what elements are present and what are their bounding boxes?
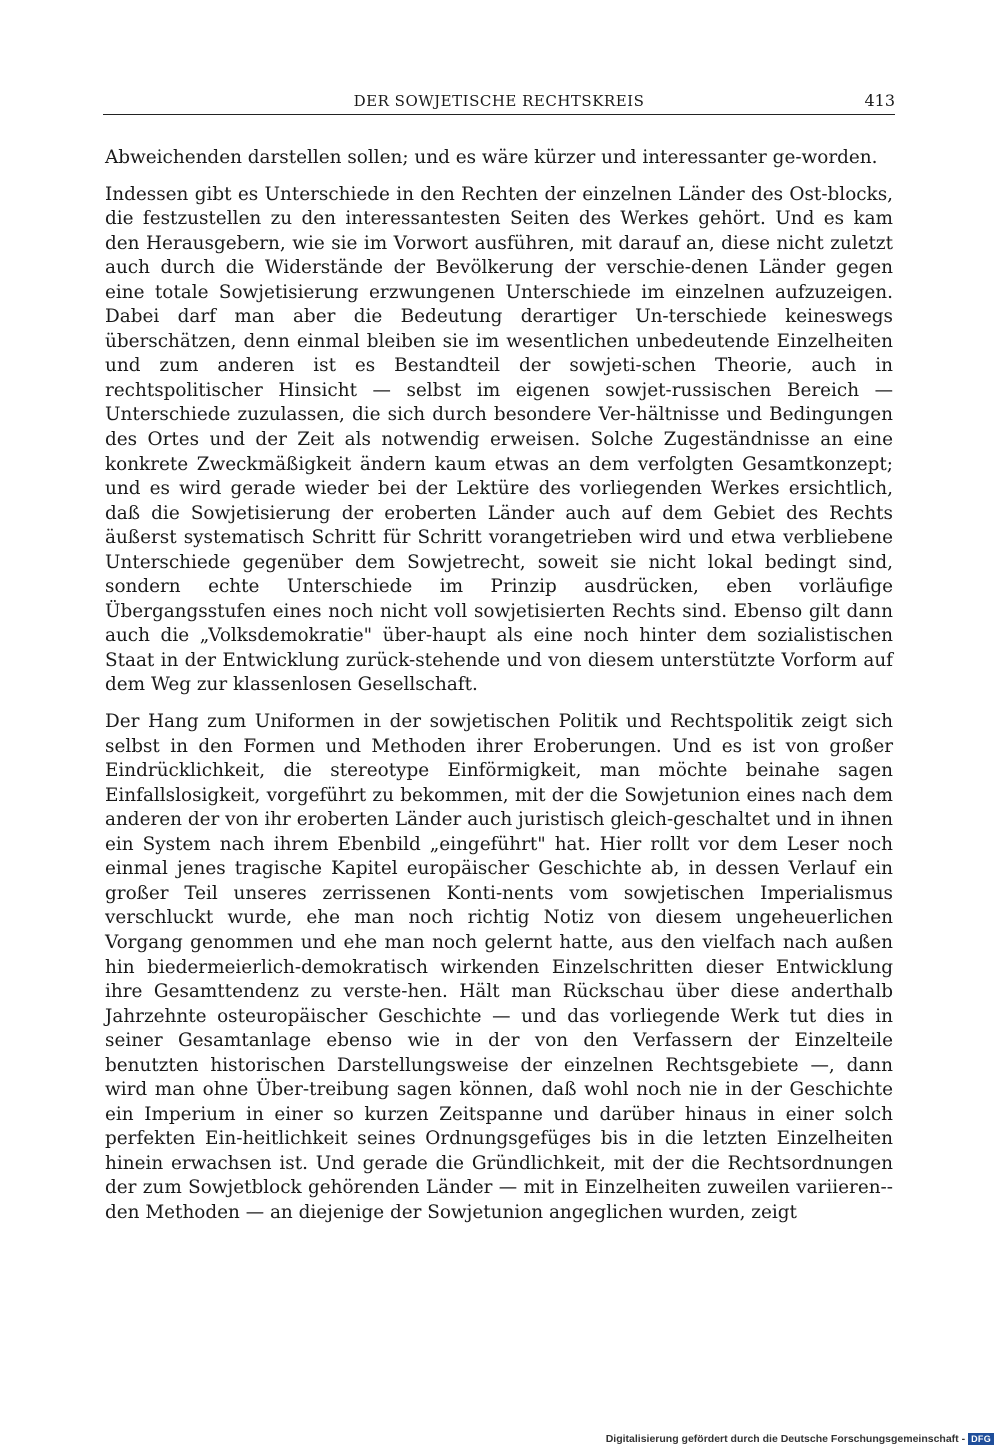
paragraph: Indessen gibt es Unterschiede in den Rechten der einzelnen Länder des Ost-blocks, die festzustellen zu den interessantesten Seiten des Werkes gehört. Und es kam den Herausgebern, wie sie im Vorwort ausführen, mit darauf an, diese nicht zuletzt auch durch die Widerstände der Bevölkerung der verschie-denen Länder gegen eine totale Sowjetisierung erzwungenen Unterschiede im einzelnen aufzuzeigen. Dabei darf man aber die Bedeutung derartiger Un-terschiede keineswegs überschätzen, denn einmal bleiben sie im wesentlichen unbedeutende Einzelheiten und zum anderen ist es Bestandteil der sowjeti-schen Theorie, auch in rechtspolitischer Hinsicht — selbst im eigenen sowjet-russischen Bereich — Unterschiede zuzulassen, die sich durch besondere Ver-hältnisse und Bedingungen des Ortes und der Zeit als notwendig erweisen. Solche Zugeständnisse an eine konkrete Zweckmäßigkeit ändern kaum etwas an dem verfolgten Gesamtkonzept; und es wird gerade wieder bei der Lektüre des vorliegenden Werkes ersichtlich, daß die Sowjetisierung der eroberten Länder auch auf dem Gebiet des Rechts äußerst systematisch Schritt für Schritt vorangetrieben wird und etwa verbliebene Unterschiede gegenüber dem Sowjetrecht, soweit sie nicht lokal bedingt sind, sondern echte Unterschiede im Prinzip ausdrücken, eben vorläufige Übergangsstufen eines noch nicht voll sowjetisierten Rechts sind. Ebenso gilt dann auch die „Volksdemokratie" über-haupt als eine noch hinter dem sozialistischen Staat in der Entwicklung zurück-stehende und von diesem unterstützte Vorform auf dem Weg zur klassenlosen Gesellschaft.	[105, 183, 893, 696]
footer-credit-text: Digitalisierung gefördert durch die Deutsche Forschungsgemeinschaft -	[605, 1433, 966, 1445]
running-title: DER SOWJETISCHE RECHTSKREIS	[353, 92, 645, 110]
paragraph: Abweichenden darstellen sollen; und es wäre kürzer und interessanter ge-worden.	[105, 147, 878, 168]
dfg-logo-icon: DFG	[968, 1433, 994, 1445]
page-number: 413	[864, 91, 895, 110]
digitization-footer	[606, 1433, 994, 1445]
page-header	[103, 90, 895, 115]
body-text	[105, 146, 893, 1238]
paragraph: Der Hang zum Uniformen in der sowjetischen Politik und Rechtspolitik zeigt sich selbst in den Formen und Methoden ihrer Eroberungen. Und es ist von großer Eindrücklichkeit, die stereotype Einförmigkeit, man möchte beinahe sagen Einfallslosigkeit, vorgeführt zu bekommen, mit der die Sowjetunion eines nach dem anderen der von ihr eroberten Länder auch juristisch gleich-geschaltet und in ihnen ein System nach ihrem Ebenbild „eingeführt" hat. Hier rollt vor dem Leser noch einmal jenes tragische Kapitel europäischer Geschichte ab, in dessen Verlauf ein großer Teil unseres zerrissenen Konti-nents vom sowjetischen Imperialismus verschluckt wurde, ehe man noch richtig Notiz von diesem ungeheuerlichen Vorgang genommen und ehe man noch gelernt hatte, aus den vielfach nach außen hin biedermeierlich-demokratisch wirkenden Einzelschritten dieser Entwicklung ihre Gesamttendenz zu verste-hen. Hält man Rückschau über diese anderthalb Jahrzehnte osteuropäischer Geschichte — und das vorliegende Werk tut dies in seiner Gesamtanlage ebenso wie in der von den Verfassern der Einzelteile benutzten historischen Darstellungsweise der einzelnen Rechtsgebiete —, dann wird man ohne Über-treibung sagen können, daß wohl noch nie in der Geschichte ein Imperium in einer so kurzen Zeitspanne und darüber hinaus in einer solch perfekten Ein-heitlichkeit seines Ordnungsgefüges bis in die letzten Einzelheiten hinein erwachsen ist. Und gerade die Gründlichkeit, mit der die Rechtsordnungen der zum Sowjetblock gehörenden Länder — mit in Einzelheiten zuweilen variieren-den Methoden — an diejenige der Sowjetunion angeglichen wurden, zeigt	[105, 711, 893, 1223]
